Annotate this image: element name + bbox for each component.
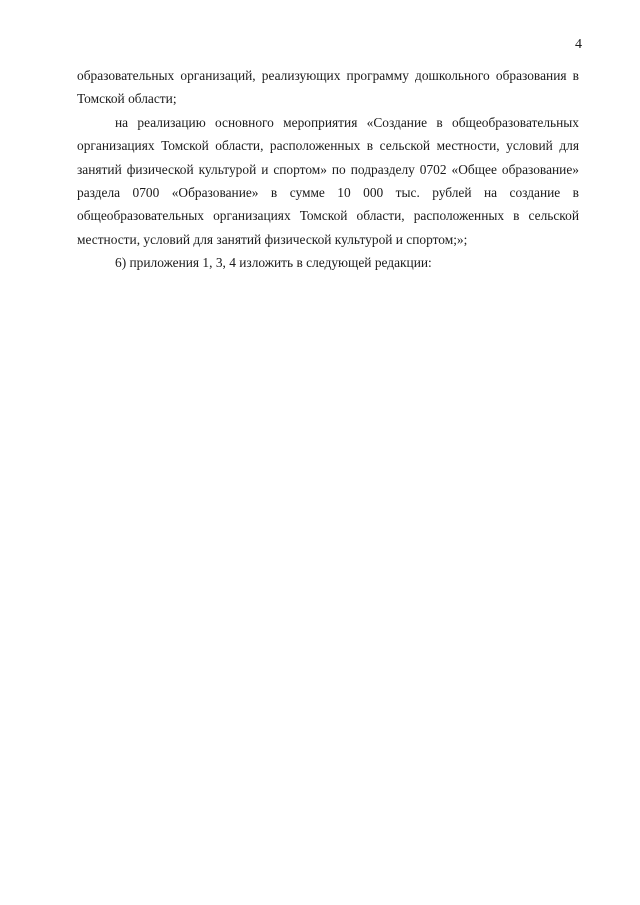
document-body: [77, 64, 579, 275]
page-number: 4: [575, 37, 582, 52]
paragraph-continuation: образовательных организаций, реализующих программу дошкольного образования в Томской области;: [77, 68, 579, 107]
paragraph-main-activity: на реализацию основного мероприятия «Создание в общеобразовательных организациях Томской области, расположенных в сельской местности, условий для занятий физической культурой и спортом» по подразделу 0702 «Общее образование» раздела 0700 «Образование» в сумме 10 000 тыс. рублей на создание в общеобразовательных организациях Томской области, расположенных в сельской местности, условий для занятий физической культурой и спортом;»;: [77, 114, 579, 247]
paragraph-appendices: 6) приложения 1, 3, 4 изложить в следующей редакции:: [115, 255, 432, 271]
